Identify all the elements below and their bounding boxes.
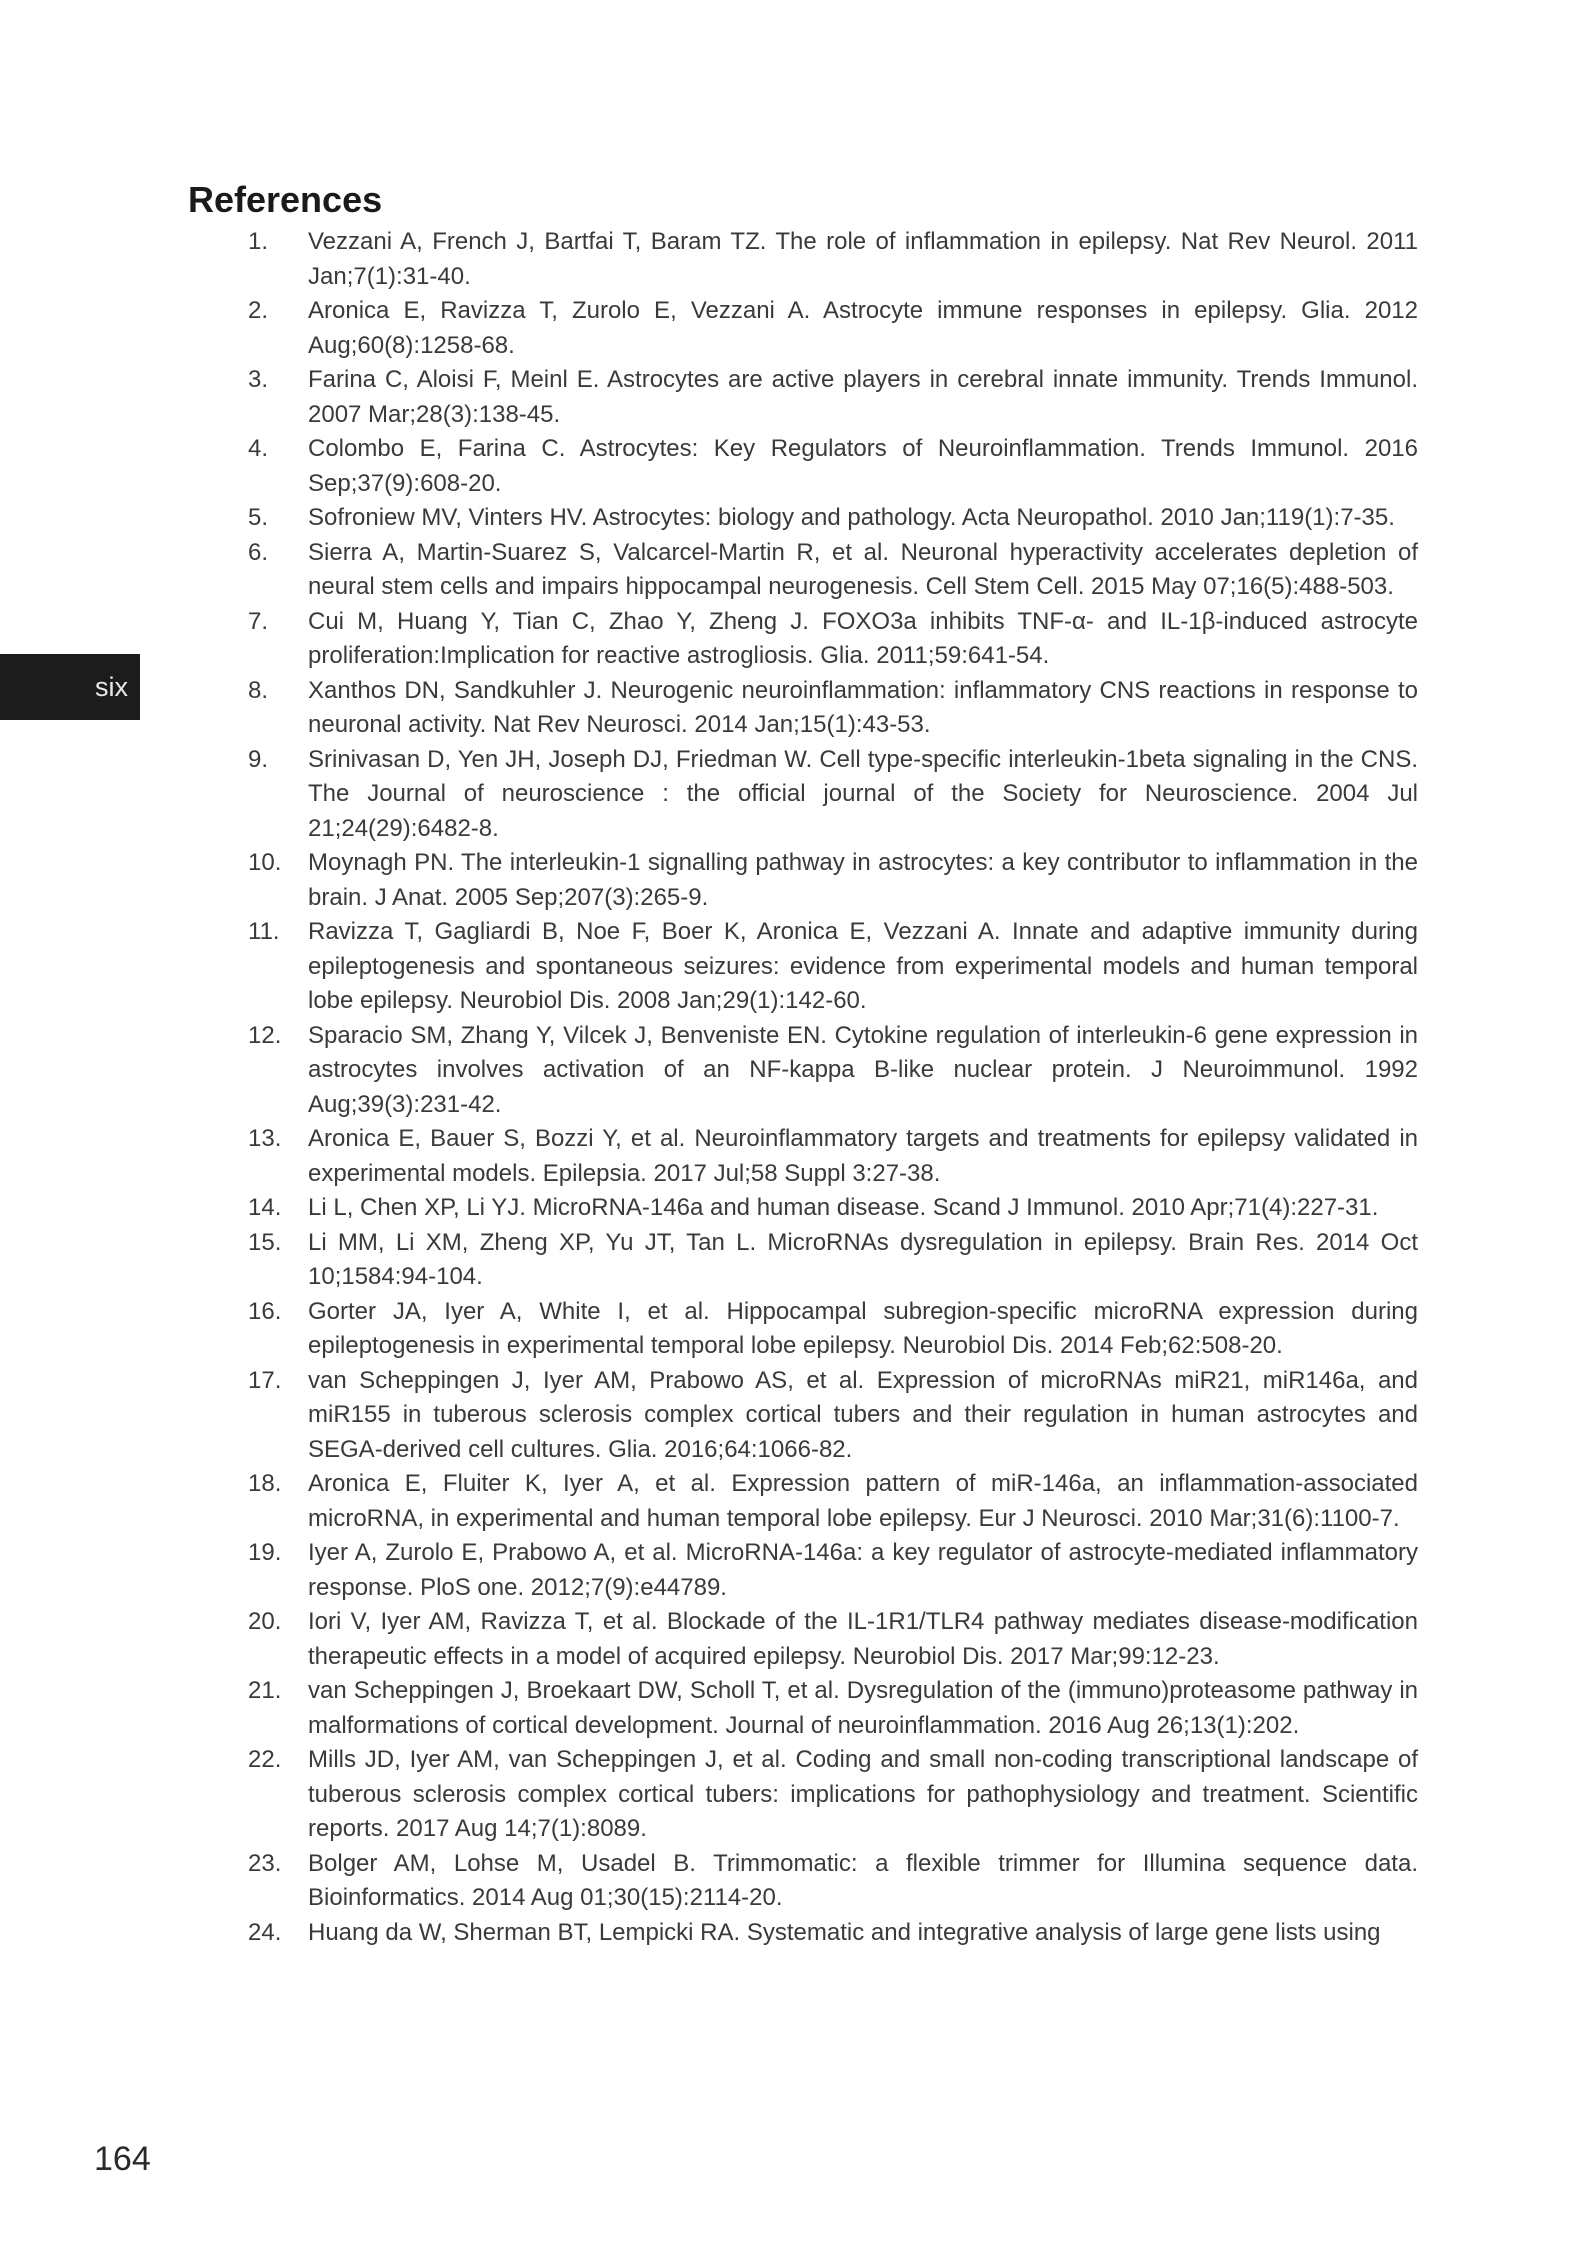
reference-number: 4. xyxy=(248,435,269,462)
reference-item xyxy=(248,1122,1418,1191)
reference-text: Aronica E, Ravizza T, Zurolo E, Vezzani A. Astrocyte immune responses in epilepsy. Glia. 2012 Aug;60(8):1258-68. xyxy=(308,297,1418,359)
reference-text: Mills JD, Iyer AM, van Scheppingen J, et al. Coding and small non-coding transcriptional landscape of tuberous sclerosis complex cortical tubers: implications for pathophysiology and treatment. Scientific reports. 2017 Aug 14;7(1):8089. xyxy=(308,1746,1418,1842)
reference-number: 7. xyxy=(248,607,269,635)
reference-number: 1. xyxy=(248,228,269,255)
reference-number: 8. xyxy=(248,676,269,704)
reference-item xyxy=(248,1467,1418,1536)
reference-item xyxy=(248,1536,1418,1605)
reference-text: van Scheppingen J, Iyer AM, Prabowo AS, et al. Expression of microRNAs miR21, miR146a, and miR155 in tuberous sclerosis complex cortical tubers and their regulation in human astrocytes and SEGA-derived cell cultures. Glia. 2016;64:1066-82. xyxy=(308,1366,1418,1463)
reference-text: Aronica E, Fluiter K, Iyer A, et al. Expression pattern of miR-146a, an inflammation-associated microRNA, in experimental and human temporal lobe epilepsy. Eur J Neurosci. 2010 Mar;31(6):1100-7. xyxy=(308,1470,1418,1532)
reference-item xyxy=(248,1364,1418,1468)
reference-number: 22. xyxy=(248,1746,282,1773)
reference-number: 20. xyxy=(248,1608,282,1635)
reference-number: 17. xyxy=(248,1366,282,1394)
reference-list xyxy=(248,225,1418,1950)
chapter-tab-label: six xyxy=(95,671,128,702)
reference-item xyxy=(248,1295,1418,1364)
reference-item xyxy=(248,1847,1418,1916)
reference-number: 11. xyxy=(248,918,280,945)
page-title: References xyxy=(188,179,383,220)
reference-text: Vezzani A, French J, Bartfai T, Baram TZ. The role of inflammation in epilepsy. Nat Rev Neurol. 2011 Jan;7(1):31-40. xyxy=(308,228,1418,290)
reference-number: 21. xyxy=(248,1677,282,1704)
reference-text: Colombo E, Farina C. Astrocytes: Key Regulators of Neuroinflammation. Trends Immunol. 2016 Sep;37(9):608-20. xyxy=(308,435,1418,497)
reference-item xyxy=(248,432,1418,501)
reference-item xyxy=(248,1019,1418,1123)
reference-text: Farina C, Aloisi F, Meinl E. Astrocytes are active players in cerebral innate immunity. Trends Immunol. 2007 Mar;28(3):138-45. xyxy=(308,366,1418,428)
reference-number: 10. xyxy=(248,849,282,876)
reference-number: 13. xyxy=(248,1125,282,1152)
reference-number: 23. xyxy=(248,1849,282,1877)
reference-text: Ravizza T, Gagliardi B, Noe F, Boer K, Aronica E, Vezzani A. Innate and adaptive immunity during epileptogenesis and spontaneous seizures: evidence from experimental models and human temporal lobe epilepsy. Neurobiol Dis. 2008 Jan;29(1):142-60. xyxy=(308,918,1418,1014)
page-number: 164 xyxy=(94,2140,151,2178)
reference-number: 18. xyxy=(248,1470,282,1497)
reference-text: Huang da W, Sherman BT, Lempicki RA. Systematic and integrative analysis of large gene lists using xyxy=(308,1918,1381,1946)
reference-number: 14. xyxy=(248,1194,282,1221)
reference-text: Xanthos DN, Sandkuhler J. Neurogenic neuroinflammation: inflammatory CNS reactions in response to neuronal activity. Nat Rev Neurosci. 2014 Jan;15(1):43-53. xyxy=(308,676,1418,738)
reference-item xyxy=(248,1674,1418,1743)
reference-number: 2. xyxy=(248,297,269,324)
reference-number: 9. xyxy=(248,745,269,773)
reference-item xyxy=(248,1191,1418,1226)
reference-text: Sofroniew MV, Vinters HV. Astrocytes: biology and pathology. Acta Neuropathol. 2010 Jan;119(1):7-35. xyxy=(308,504,1395,531)
reference-text: Iyer A, Zurolo E, Prabowo A, et al. MicroRNA-146a: a key regulator of astrocyte-mediated inflammatory response. PloS one. 2012;7(9):e44789. xyxy=(308,1539,1418,1601)
reference-item xyxy=(248,536,1418,605)
reference-item xyxy=(248,915,1418,1019)
reference-text: Iori V, Iyer AM, Ravizza T, et al. Blockade of the IL-1R1/TLR4 pathway mediates disease-modification therapeutic effects in a model of acquired epilepsy. Neurobiol Dis. 2017 Mar;99:12-23. xyxy=(308,1608,1418,1670)
reference-text: Srinivasan D, Yen JH, Joseph DJ, Friedman W. Cell type-specific interleukin-1beta signaling in the CNS. The Journal of neuroscience : the official journal of the Society for Neuroscience. 2004 Jul 21;24(29):6482-8. xyxy=(308,745,1418,842)
reference-item xyxy=(248,1743,1418,1847)
reference-item xyxy=(248,1916,1418,1951)
reference-number: 24. xyxy=(248,1918,282,1946)
reference-item xyxy=(248,1226,1418,1295)
reference-item xyxy=(248,674,1418,743)
reference-number: 12. xyxy=(248,1021,282,1049)
reference-text: Li MM, Li XM, Zheng XP, Yu JT, Tan L. MicroRNAs dysregulation in epilepsy. Brain Res. 2014 Oct 10;1584:94-104. xyxy=(308,1228,1418,1290)
reference-text: Sparacio SM, Zhang Y, Vilcek J, Benveniste EN. Cytokine regulation of interleukin-6 gene expression in astrocytes involves activation of an NF-kappa B-like nuclear protein. J Neuroimmunol. 1992 Aug;39(3):231-42. xyxy=(308,1021,1418,1118)
reference-text: Bolger AM, Lohse M, Usadel B. Trimmomatic: a flexible trimmer for Illumina sequence data. Bioinformatics. 2014 Aug 01;30(15):2114-20. xyxy=(308,1849,1418,1911)
reference-text: Gorter JA, Iyer A, White I, et al. Hippocampal subregion-specific microRNA expression during epileptogenesis in experimental temporal lobe epilepsy. Neurobiol Dis. 2014 Feb;62:508-20. xyxy=(308,1297,1418,1359)
reference-item xyxy=(248,1605,1418,1674)
reference-number: 16. xyxy=(248,1297,282,1325)
reference-text: Aronica E, Bauer S, Bozzi Y, et al. Neuroinflammatory targets and treatments for epilepsy validated in experimental models. Epilepsia. 2017 Jul;58 Suppl 3:27-38. xyxy=(308,1125,1418,1187)
reference-text: van Scheppingen J, Broekaart DW, Scholl T, et al. Dysregulation of the (immuno)proteasome pathway in malformations of cortical development. Journal of neuroinflammation. 2016 Aug 26;13(1):202. xyxy=(308,1677,1418,1739)
reference-number: 15. xyxy=(248,1228,282,1256)
chapter-tab xyxy=(0,654,140,720)
reference-item xyxy=(248,743,1418,847)
reference-text: Moynagh PN. The interleukin-1 signalling pathway in astrocytes: a key contributor to inflammation in the brain. J Anat. 2005 Sep;207(3):265-9. xyxy=(308,849,1418,911)
reference-item xyxy=(248,846,1418,915)
reference-number: 3. xyxy=(248,366,269,393)
reference-number: 5. xyxy=(248,504,269,531)
reference-item xyxy=(248,294,1418,363)
reference-text: Sierra A, Martin-Suarez S, Valcarcel-Martin R, et al. Neuronal hyperactivity accelerates depletion of neural stem cells and impairs hippocampal neurogenesis. Cell Stem Cell. 2015 May 07;16(5):488-503. xyxy=(308,538,1418,600)
reference-item xyxy=(248,501,1418,536)
reference-item xyxy=(248,225,1418,294)
reference-number: 6. xyxy=(248,538,269,566)
reference-text: Cui M, Huang Y, Tian C, Zhao Y, Zheng J. FOXO3a inhibits TNF-α- and IL-1β-induced astrocyte proliferation:Implication for reactive astrogliosis. Glia. 2011;59:641-54. xyxy=(308,607,1418,669)
reference-text: Li L, Chen XP, Li YJ. MicroRNA-146a and human disease. Scand J Immunol. 2010 Apr;71(4):227-31. xyxy=(308,1194,1379,1221)
reference-item xyxy=(248,363,1418,432)
reference-item xyxy=(248,605,1418,674)
reference-number: 19. xyxy=(248,1539,282,1566)
